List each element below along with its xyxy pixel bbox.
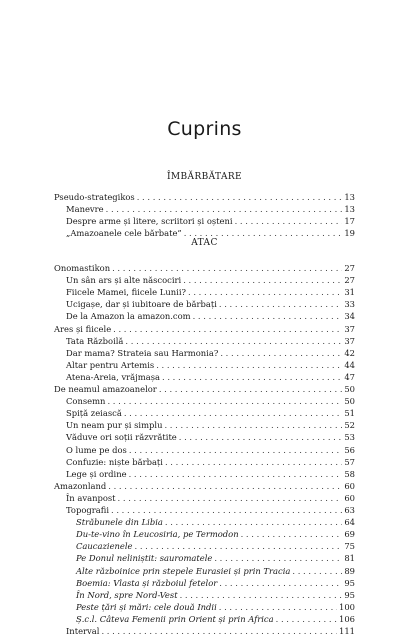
dot-leader [129,444,342,456]
toc-entry-page-number: 13 [344,192,355,202]
toc-entry[interactable] [54,347,355,359]
toc-entry-title: De la Amazon la amazon.com [66,311,191,322]
toc-entry[interactable] [54,516,355,528]
toc-entry[interactable] [54,395,355,407]
toc-entry[interactable] [54,528,355,540]
page-title: Cuprins [167,118,242,140]
toc-entry-title: Văduve ori soții răzvrătite [66,432,177,443]
toc-entry-title: Interval [66,626,100,636]
toc-entry-page-number: 52 [344,420,355,431]
toc-entry-title: Ucigașe, dar și iubitoare de bărbați [66,299,217,310]
dot-leader [292,565,342,577]
toc-entry-page-number: 106 [339,613,355,624]
toc-entry-title: Tata Războilă [66,335,124,346]
toc-entry-page-number: 56 [344,444,355,455]
toc-entry-title: Dar mama? Strateia sau Harmonia? [66,347,219,358]
toc-entry[interactable] [54,468,355,480]
toc-entry[interactable] [54,552,355,564]
toc-entry-title: Pe Donul neliniștit: sauromatele [76,553,213,564]
toc-entry-title: „Amazoanele cele bărbate” [66,228,182,239]
toc-entry-page-number: 50 [344,396,355,407]
toc-entry-page-number: 51 [344,408,355,419]
dot-leader [165,516,342,528]
toc-entry-title: Atena-Areia, vrăjmașa [66,371,160,382]
toc-entry-title: Topografii [66,505,110,515]
toc-entry-title: Lege și ordine [66,468,127,479]
toc-entry-page-number: 111 [339,626,355,636]
toc-entry[interactable] [54,383,355,395]
toc-entry-page-number: 37 [344,323,355,334]
toc-entry-page-number: 64 [344,517,355,528]
toc-entry-page-number: 50 [344,384,355,394]
toc-entry[interactable] [54,203,355,215]
toc-entry[interactable] [54,540,355,552]
toc-entry-title: Boemia: Vlasta și războiul fetelor [76,577,218,588]
toc-entry[interactable] [54,323,355,335]
dot-leader [118,492,343,504]
toc-entry-title: Un sân ars și alte născociri [66,275,182,286]
toc-entry-page-number: 53 [344,432,355,443]
dot-leader [106,203,343,215]
toc-entry-title: Altar pentru Artemis [66,359,155,370]
toc-entry-page-number: 37 [344,335,355,346]
toc-entry-page-number: 31 [344,287,355,298]
dot-leader [135,540,343,552]
dot-leader [113,323,342,335]
dot-leader [193,310,343,322]
dot-leader [129,468,343,480]
toc-entry-page-number: 47 [344,371,355,382]
toc-entry[interactable] [54,371,355,383]
toc-entry-page-number: 75 [344,541,355,552]
toc-entry[interactable] [54,335,355,347]
toc-entry-page-number: 57 [344,456,355,467]
dot-leader [220,347,342,359]
toc-entry[interactable] [54,431,355,443]
dot-leader [112,262,342,274]
toc-entry[interactable] [54,480,355,492]
dot-leader [124,407,343,419]
toc-entry[interactable] [54,577,355,589]
dot-leader [111,504,342,516]
toc-entry-title: În Nord, spre Nord-Vest [76,589,178,600]
toc-entry-page-number: 27 [344,275,355,286]
dot-leader [159,383,343,395]
toc-entry[interactable] [54,565,355,577]
toc-entry-title: Ares și fiicele [54,323,112,334]
toc-entry-page-number: 95 [344,577,355,588]
toc-entry[interactable] [54,298,355,310]
dot-leader [162,371,342,383]
toc-entry-page-number: 44 [344,359,355,370]
toc-entry[interactable] [54,274,355,286]
toc-entry-page-number: 81 [344,553,355,564]
toc-entry-title: Onomastikon [54,263,111,273]
dot-leader [137,191,343,203]
toc-entry[interactable] [54,625,355,637]
dot-leader [180,589,343,601]
toc-entry[interactable] [54,191,355,203]
toc-entry-title: Un neam pur și simplu [66,420,163,431]
toc-entry-title: Amazonland [54,480,107,491]
section-heading: ÎMBĂRBĂTARE [166,172,243,182]
toc-entry-title: Consemn [66,396,106,407]
dot-leader [165,456,342,468]
dot-leader [125,335,342,347]
toc-entry-page-number: 33 [344,299,355,310]
toc-entry-title: Spiță zeiască [66,408,122,419]
toc-entry[interactable] [54,589,355,601]
toc-entry-page-number: 34 [344,311,355,322]
dot-leader [108,480,342,492]
toc-entry-page-number: 60 [344,480,355,491]
toc-entry-page-number: 27 [344,263,355,273]
toc-entry-title: Alte războinice prin stepele Eurasiei și prin Tracia [76,565,291,576]
dot-leader [219,298,342,310]
toc-entry-page-number: 19 [344,228,355,239]
toc-entry-title: Străbunele din Libia [76,517,163,528]
toc-entry[interactable] [54,407,355,419]
toc-entry[interactable] [54,504,355,516]
toc-entry[interactable] [54,215,355,227]
dot-leader [164,419,342,431]
toc-entry[interactable] [54,613,355,625]
dot-leader [219,577,342,589]
toc-entry[interactable] [54,419,355,431]
section-heading: ATAC [191,238,218,248]
toc-entry-title: Ș.c.l. Câteva Femenii prin Orient și prin Africa [76,613,274,624]
toc-entry-title: Pseudo-strategikos [54,192,135,202]
dot-leader [276,613,337,625]
toc-entry-page-number: 69 [344,529,355,540]
toc-entry-page-number: 42 [344,347,355,358]
dot-leader [156,359,342,371]
toc-entry[interactable] [54,456,355,468]
toc-entry-page-number: 95 [344,589,355,600]
toc-entry-title: Peste țări și mări: cele două Indii [76,601,217,612]
toc-entry-page-number: 100 [339,601,355,612]
toc-entry[interactable] [54,444,355,456]
toc-entry[interactable] [54,262,355,274]
dot-leader [219,601,337,613]
toc-entry-title: Manevre [66,204,104,215]
toc-entry[interactable] [54,310,355,322]
toc-entry[interactable] [54,492,355,504]
toc-entry-title: În avanpost [66,492,116,503]
toc-entry-title: Caucazienele [76,541,133,552]
toc-entry-title: Despre arme și litere, scriitori și oșteni [66,216,233,227]
toc-entry-page-number: 58 [344,468,355,479]
toc-entry[interactable] [54,359,355,371]
dot-leader [188,286,342,298]
dot-leader [214,552,342,564]
toc-entry[interactable] [54,601,355,613]
toc-entry-page-number: 13 [344,204,355,215]
toc-entry-page-number: 63 [344,505,355,515]
toc-entry-title: O lume pe dos [66,444,127,455]
toc-entry[interactable] [54,286,355,298]
dot-leader [241,528,343,540]
dot-leader [107,395,342,407]
toc-entry-page-number: 17 [344,216,355,227]
toc-entry-title: Du-te-vino în Leucosiria, pe Termodon [76,529,239,540]
toc-entry-title: De neamul amazoanelor [54,384,157,394]
toc-entry-title: Fiicele Mamei, fiicele Lunii? [66,287,186,298]
toc-entry-title: Confuzie: niște bărbați [66,456,163,467]
toc-entry-page-number: 89 [344,565,355,576]
dot-leader [235,215,343,227]
dot-leader [101,625,337,637]
dot-leader [179,431,343,443]
toc-entry-page-number: 60 [344,492,355,503]
dot-leader [183,274,342,286]
